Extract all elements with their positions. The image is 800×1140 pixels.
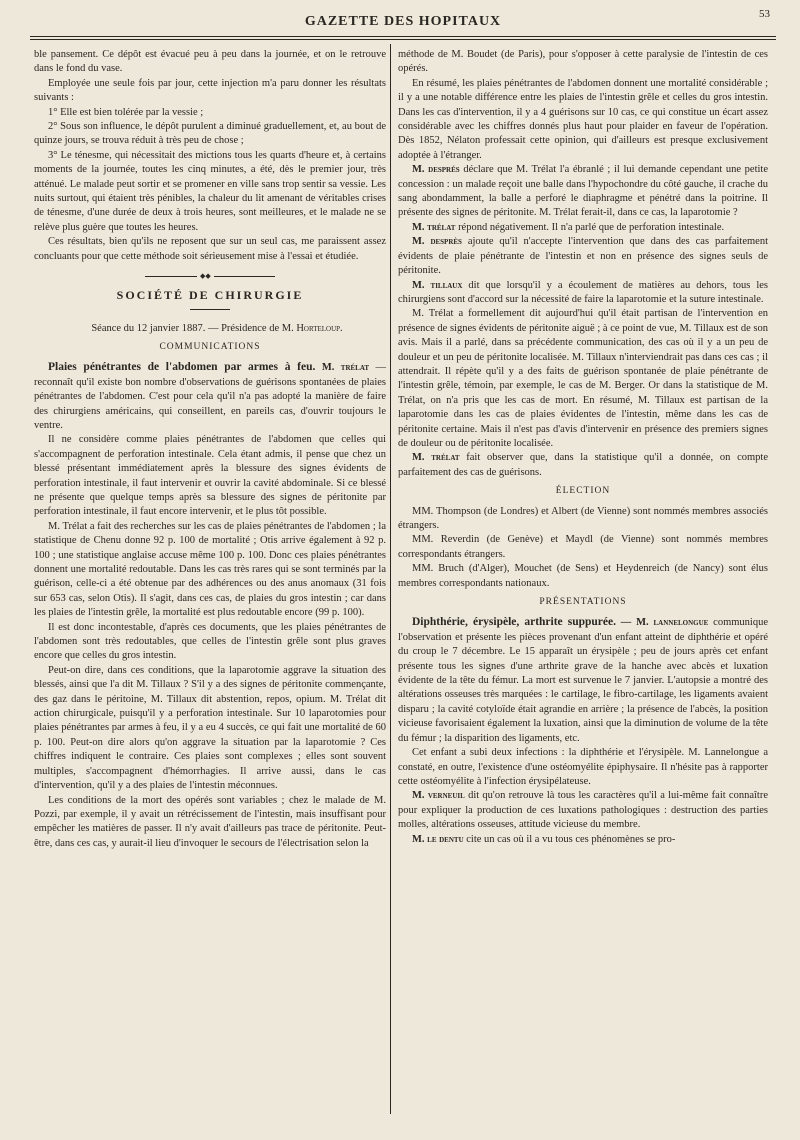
paragraph: Peut-on dire, dans ces conditions, que la laparotomie aggrave la situation des blessés, ainsi que l'a dit M. Tillaux ? S'il y a des signes de péritonite commençante, des gaz dans le péritoine, M. Tillaux dit abstention, repos, opium. M. Trélat dit action chirurgicale, puisqu'il y a perforation intestinale. Sur 10 laparotomies pour plaies pénétrantes par armes à feu, il y a eu 4 succès, ce qui fait une mortalité de 60 p. 100. Peut-on dire alors qu'on aggrave la situation par la laparotomie ? Ces chiffres indiquent le contraire. Ces plaies sont complexes ; elles sont souvent multiples, s'accompagnent d'hémorrhagies. Il arrive aussi, dans le cas d'intervention, qu'il y a des plaies de l'intestin méconnues.: [34, 664, 386, 792]
paragraph: Ces résultats, bien qu'ils ne reposent que sur un seul cas, me paraissent assez concluants pour que cette méthode soit sérieusement mise à l'essai et étudiée.: [34, 236, 386, 262]
seance-line: [34, 322, 386, 336]
paragraph: En résumé, les plaies pénétrantes de l'abdomen donnent une mortalité considérable ; il y a une notable différence entre les plaies de l'intestin grêle et celles du gros intestin. Dans les cas d'intervention, il y a 4 guérisons sur 10 cas, ce qui constitue un écart assez considérable avec les chiffres donnés plus haut pour plaider en faveur de l'opération. Dès 1852, Nélaton professait cette opinion, qui d'ailleurs est presque exclusivement adoptée à l'étranger.: [398, 77, 768, 161]
article-lead: [398, 615, 768, 746]
paragraph: M. Trélat a formellement dit aujourd'hui qu'il était partisan de l'intervention en présence de signes évidents de péritonite aiguë ; à ce point de vue, M. Tillaux est de son avis. Mais il a parlé, dans sa précédente communication, des cas où il y a un peu de douleur et un peu de péritonite localisée. M. Tillaux n'interviendrait pas dans ces cas ; il attendrait. Il répète qu'il y a des faits de guérison spontanée de plaie pénétrante de l'intestin grêle, témoin, par exemple, le cas de M. Berger. Or dans la statistique de M. Trélat, on n'a pris que les cas de mort. En résumé, M. Tillaux est partisan de la laparotomie dans les cas de plaies évidentes de l'intestin, même dans les cas de péritonite certaine. Mais il n'est pas d'avis d'intervenir en présence des premiers signes de douleur ou de péritonite localisée.: [398, 308, 768, 449]
paragraph-text: déclare que M. Trélat l'a ébranlé ; il lui demande cependant une petite concession : un malade reçoit une balle dans l'hypochondre du côté gauche, il crache du sang abondamment, la balle a perforé le diaphragme et pénétré dans la poitrine. Il présente des signes de péritonite. M. Trélat ferait-il, dans ce cas, la laparotomie ?: [398, 164, 769, 219]
speaker-name: M. després: [412, 164, 460, 176]
speaker-name: M. verneuil: [412, 790, 465, 802]
article-text: — reconnaît qu'il existe bon nombre d'observations de guérisons spontanées de plaies pénétrantes de l'abdomen. C'est pour cela qu'il n'a pas adopté la manière de faire des chirurgiens américains, qui conseillent, en pareils cas, d'ouvrir toujours le ventre.: [34, 362, 387, 431]
paragraph: [398, 163, 768, 221]
page-number: 53: [759, 8, 770, 20]
subsection-communications: COMMUNICATIONS: [159, 341, 261, 352]
speaker-name: M. trélat: [412, 452, 460, 464]
article-title: Diphthérie, érysipèle, arthrite suppurée.: [412, 616, 616, 629]
journal-title: GAZETTE DES HOPITAUX: [304, 14, 502, 29]
subsection-election: ÉLECTION: [555, 486, 611, 497]
paragraph: ble pansement. Ce dépôt est évacué peu à peu dans la journée, et on le retrouve dans le fond du vase.: [34, 49, 386, 75]
article-title: Plaies pénétrantes de l'abdomen par armes à feu.: [48, 361, 316, 374]
paragraph: [398, 833, 768, 847]
ornamental-separator: [145, 276, 275, 278]
paragraph: M. Trélat a fait des recherches sur les cas de plaies pénétrantes de l'abdomen ; la statistique de Chenu donne 92 p. 100 de mortalité ; Otis arrive également à 92 p. 100 ; une statistique anglaise accuse même 100 p. 100. Donc ces plaies pénétrantes donnent une mortalité redoutable. Dans les cas très rares qui se sont terminés par la guérison, celle-ci a été obtenue par des adhérences ou des anus anomaux (31 fois sur 653 cas, selon Otis). Il s'agit, dans ces cas, de plaies du gros intestin ; car dans les plaies de l'intestin grêle, la mortalité est plus redoutable encore (99 p. 100).: [34, 520, 386, 619]
paragraph-text: répond négativement. Il n'a parlé que de perforation intestinale.: [455, 221, 725, 233]
paragraph: [398, 221, 768, 235]
paragraph-text: dit qu'on retrouve là tous les caractères qu'il a lui-même fait connaître pour expliquer la production de ces luxations pathologiques : destruction des parties molles, altérations osseuses, attitude vicieuse du membre.: [398, 790, 768, 831]
paragraph: Il ne considère comme plaies pénétrantes de l'abdomen que celles qui s'accompagnent de perforation intestinale. Cela étant admis, il pense que chez un blessé présentant immédiatement après la blessure des signes évidents de perforation intestinale, il faut intervenir et ouvrir la cavité abdominale. Si ce blessé ne présente que quelque temps après sa blessure des signes de péritonite par perforation intestinale, il faut encore intervenir, et le plus tôt possible.: [34, 434, 386, 518]
section-title: SOCIÉTÉ DE CHIRURGIE: [116, 288, 304, 303]
paragraph: MM. Bruch (d'Alger), Mouchet (de Sens) et Heydenreich (de Nancy) sont élus membres correspondants nationaux.: [398, 563, 768, 589]
speaker-name: M. tillaux: [412, 279, 463, 291]
paragraph-text: cite un cas où il a vu tous ces phénomènes se pro-: [463, 833, 676, 845]
speaker-name: M. desprès: [412, 236, 462, 248]
paragraph: MM. Thompson (de Londres) et Albert (de Vienne) sont nommés membres associés étrangers.: [398, 505, 768, 531]
speaker-name: — M. lannelongue: [615, 617, 709, 629]
paragraph: 1° Elle est bien tolérée par la vessie ;: [48, 106, 204, 118]
paragraph: Cet enfant a subi deux infections : la diphthérie et l'érysipèle. M. Lannelongue a constaté, en outre, l'existence d'une ostéomyélite épiphysaire. Il n'hésite pas à rapporter cette ostéomyélite à l'infection érysipélateuse.: [398, 747, 768, 787]
paragraph-text: communique l'observation et présente les pièces provenant d'un enfant atteint de diphthérie et opéré du croup le 7 décembre. Le 15 apparaît un érysipèle ; peu de jours après cet enfant présente tous les signes d'une arthrite grave de la hanche avec abcès et luxation évidente de la tête du fémur. La mort est survenue le 7 janvier. L'autopsie a montré des altérations osseuses très marquées : le cartilage, le fibro-cartilage, les ligaments avaient disparu ; la cavité cotyloïde était agrandie en arrière ; la présence de l'abcès, la position vicieuse favorisaient également la luxation, ainsi que la diminution de volume de la tête du fémur ; la disparition des ligaments, etc.: [398, 617, 768, 744]
subsection-presentations: PRÉSENTATIONS: [539, 597, 627, 608]
paragraph: Les conditions de la mort des opérés sont variables ; chez le malade de M. Pozzi, par exemple, il y avait un rétrécissement de l'intestin, mais insuffisant pour empêcher les matières de passer. Il n'y avait d'ailleurs pas trace de péritonite. Peut-être, dans ces cas, y aurait-il lieu d'invoquer le secours de l'électrisation selon la: [34, 794, 386, 849]
paragraph-text: fait observer que, dans la statistique qu'il a donnée, on compte parfaitement des cas de guérisons.: [398, 452, 768, 478]
paragraph: 2° Sous son influence, le dépôt purulent a diminué graduellement, et, au bout de quinze jours, se trouva réduit à très peu de chose ;: [34, 121, 386, 147]
speaker-name: M. trélat: [412, 221, 456, 233]
seance-text: Séance du 12 janvier 1887. — Présidence de M.: [91, 322, 297, 334]
president-name: Horteloup.: [296, 322, 343, 334]
left-column: [34, 48, 386, 851]
paragraph: 3° Le ténesme, qui nécessitait des mictions tous les quarts d'heure et, à certains moments de la journée, toutes les cinq minutes, a été, dès le premier jour, très atténué. Le malade peut sortir et se promener en ville sans trop sentir sa vessie. Les nuits surtout, qui étaient très pénibles, la chaleur du lit amenant de véritables crises de ténesme, d'une durée de deux à trois heures, sont meilleures, et le malade ne se relève plus guère que toutes les heures.: [34, 149, 386, 233]
paragraph: MM. Reverdin (de Genève) et Maydl (de Vienne) sont nommés membres correspondants étrangers.: [398, 534, 768, 560]
paragraph: méthode de M. Boudet (de Paris), pour s'opposer à cette paralysie de l'intestin de ces opérés.: [398, 49, 768, 75]
paragraph: [398, 451, 768, 480]
header-rule: [30, 36, 776, 37]
article-lead: [34, 360, 386, 433]
column-divider: [390, 44, 391, 1114]
short-rule: [190, 309, 230, 310]
paragraph: [398, 279, 768, 308]
paragraph-text: ajoute qu'il n'accepte l'intervention que dans des cas parfaitement évidents de plaie pénétrante de l'intestin et non en présence des signes seuls de péritonite.: [398, 236, 768, 277]
paragraph: Employée une seule fois par jour, cette injection m'a paru donner les résultats suivants :: [34, 77, 386, 104]
speaker-name: M. le dentu: [412, 833, 464, 845]
paragraph: [398, 235, 768, 278]
page-header: [30, 8, 776, 38]
speaker-name: M. trélat: [321, 362, 370, 374]
paragraph: [398, 789, 768, 832]
header-rule-double: [30, 39, 776, 40]
right-column: [398, 48, 768, 847]
paragraph: Il est donc incontestable, d'après ces documents, que les plaies pénétrantes de l'abdomen sont très redoutables, que celles de l'intestin grêle sont plus graves encore que celles du gros intestin.: [34, 621, 386, 662]
paragraph-text: dit que lorsqu'il y a écoulement de matières au dehors, tous les chirurgiens sont d'accord sur la nécessité de faire la laparotomie et la suture intestinale.: [398, 279, 768, 305]
